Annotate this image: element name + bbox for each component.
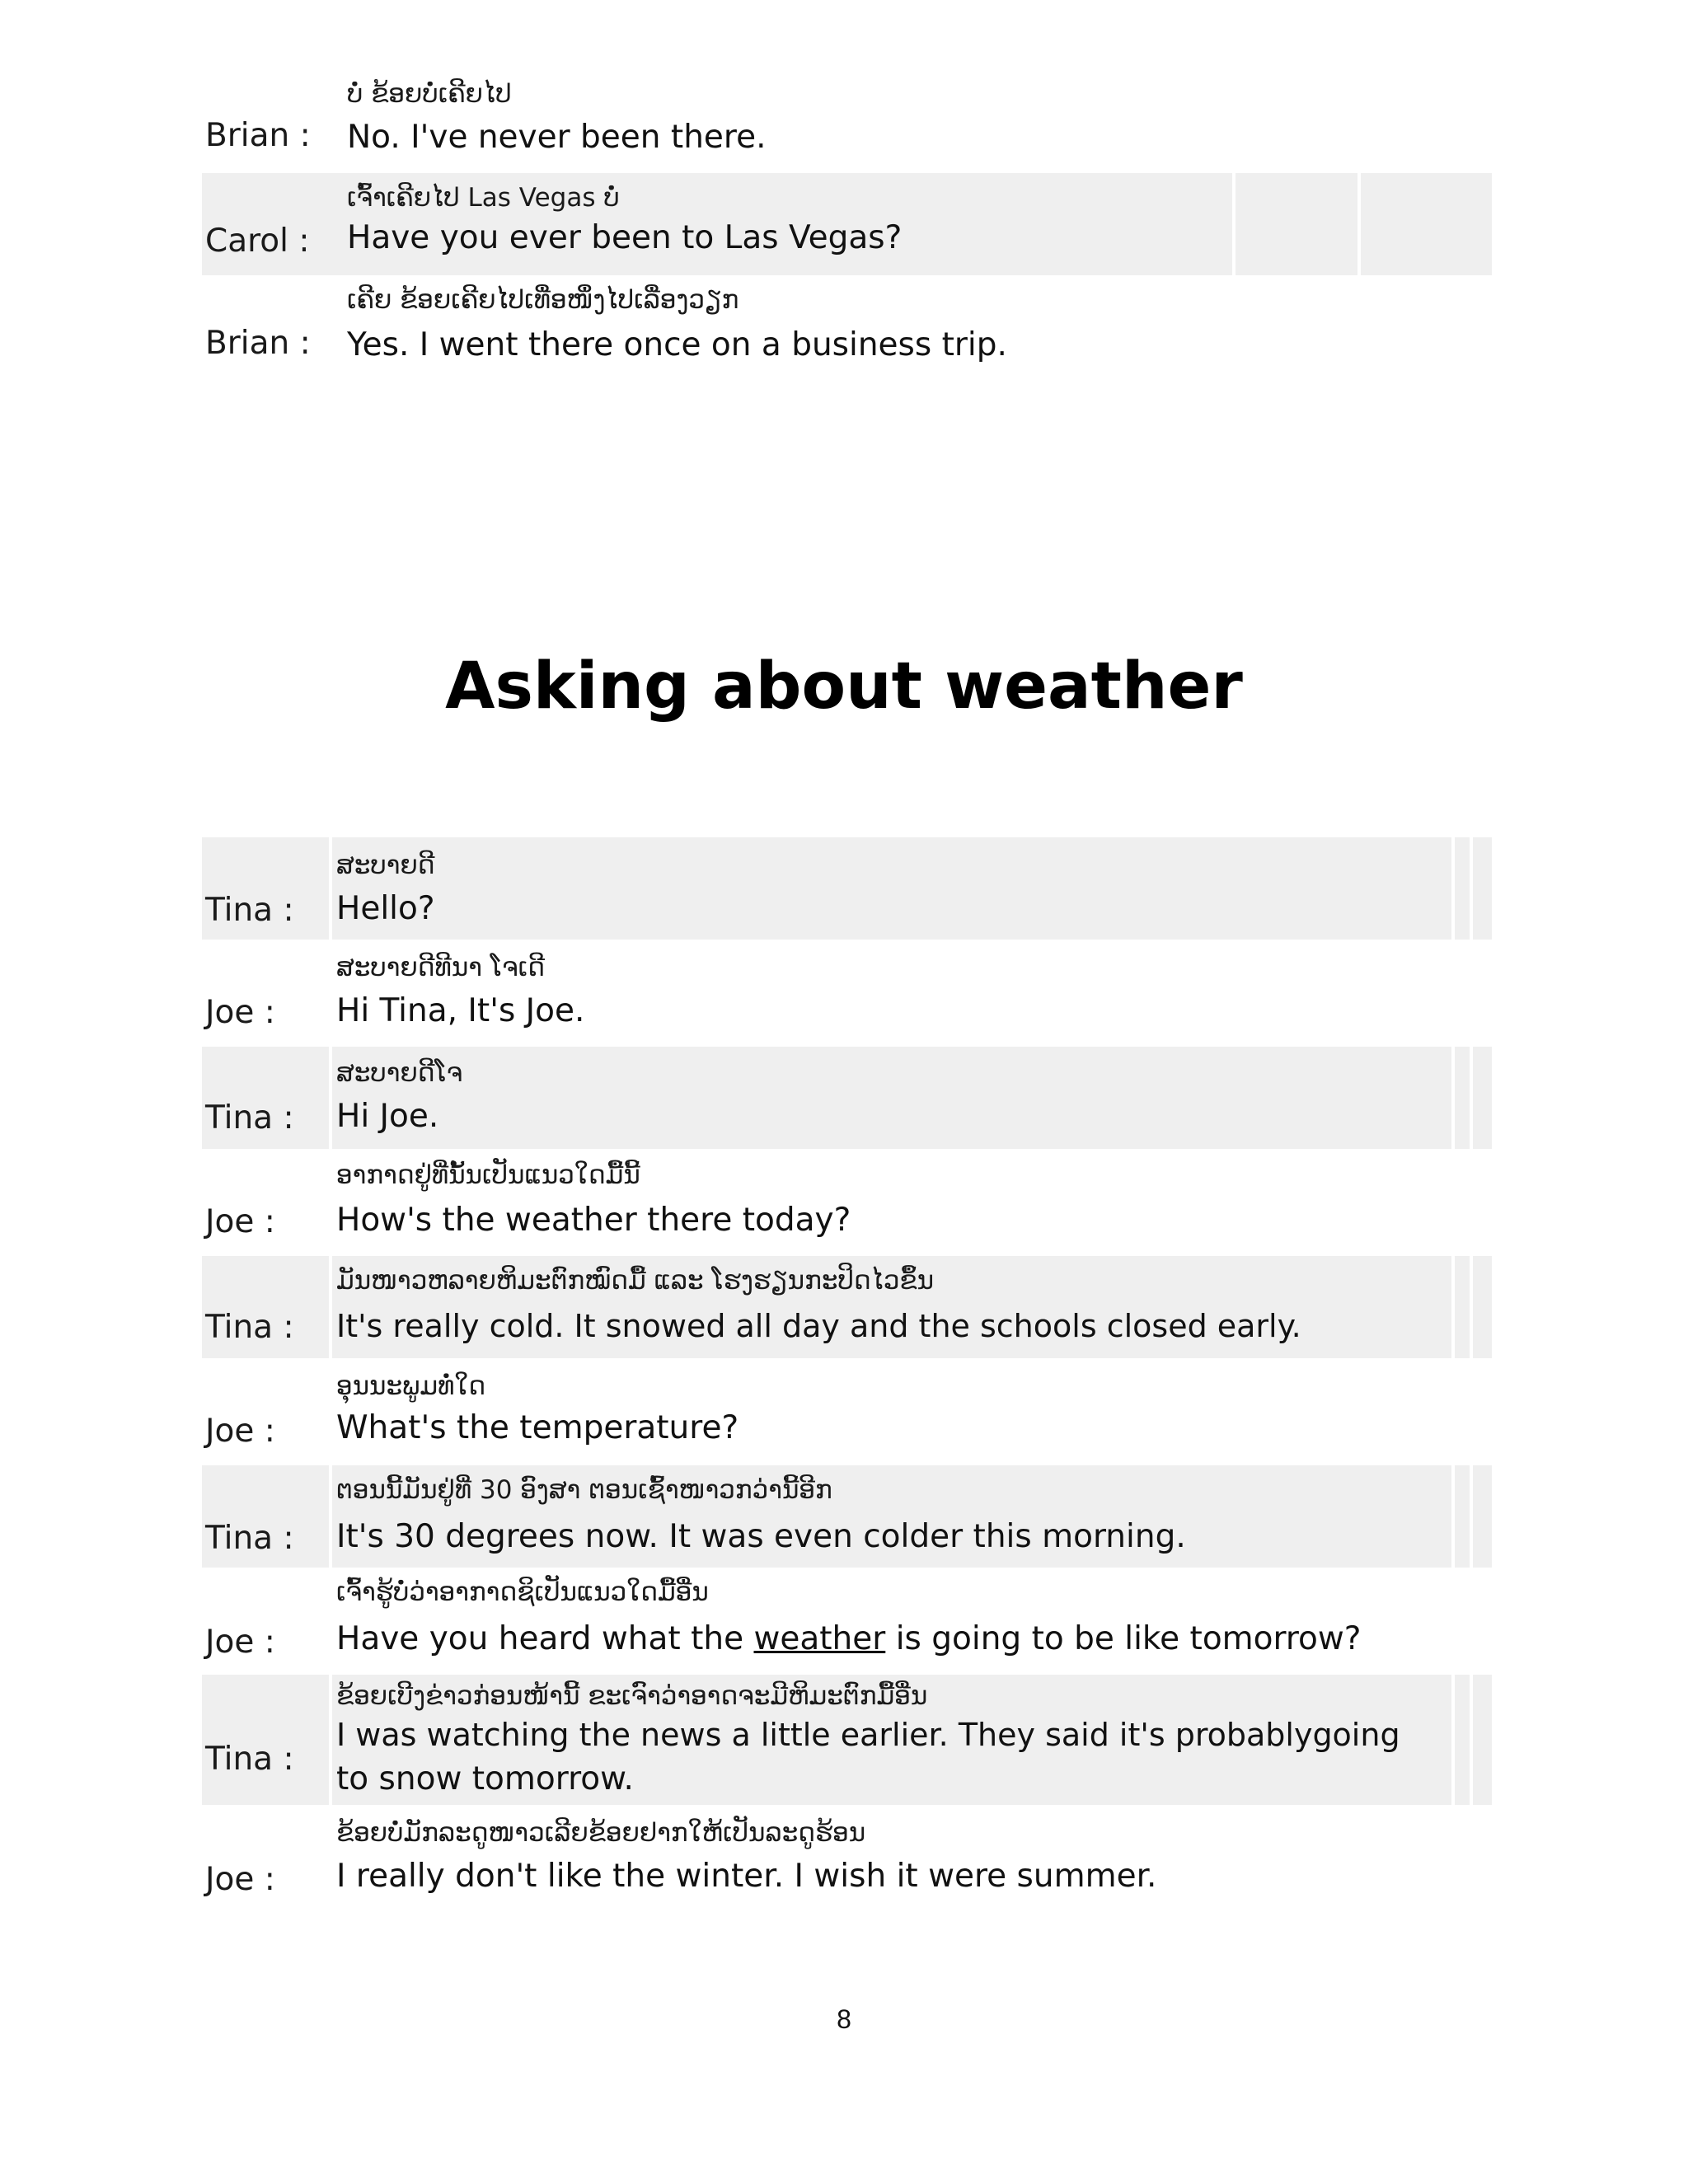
page-number: 8 xyxy=(837,2004,851,2034)
dialog-row xyxy=(202,1568,1492,1675)
english-line: to snow tomorrow. xyxy=(336,1760,634,1797)
english-line: What's the temperature? xyxy=(336,1409,739,1446)
speaker-label: Tina : xyxy=(205,1741,294,1778)
speaker-label: Carol : xyxy=(205,223,310,260)
dialog-row xyxy=(202,1358,1492,1465)
dialog-row xyxy=(202,940,1492,1047)
weather-dialog xyxy=(202,837,1492,1912)
lao-line: ມັນໜາວຫລາຍຫິມະຕົກໝົດມື້ ແລະ ໂຮງຮຽນກະປິດໄວຂຶ້ນ xyxy=(336,1266,935,1296)
english-line: Hi Joe. xyxy=(336,1098,439,1135)
speaker-label: Tina : xyxy=(205,1309,294,1346)
lao-line: ອຸນນະພູມທໍ່ໃດ xyxy=(336,1371,486,1401)
lao-line: ຂ້ອຍເບີງຂ່າວກ່ອນໜ້ານີ້ ຂະເຈົາວ່າອາດຈະມີຫິມະຕົກມື້ອື່ນ xyxy=(336,1681,928,1711)
lao-line: ສະບາຍດີທີນາ ໂຈເດີ xyxy=(336,953,545,982)
speaker-label: Tina : xyxy=(205,1099,294,1137)
lao-line: ເຈົ້າຮູ້ບໍ່ວ່າອາກາດຊິເປັນແນວໃດມື້ອື່ນ xyxy=(336,1577,709,1607)
speaker-label: Brian : xyxy=(205,117,311,154)
top-dialog xyxy=(202,73,1492,382)
dialog-row xyxy=(202,73,1492,171)
dialog-row xyxy=(202,1465,1492,1568)
dialog-row xyxy=(202,837,1492,940)
dialog-row xyxy=(202,1675,1492,1805)
english-line: How's the weather there today? xyxy=(336,1202,851,1239)
underlined-word: weather xyxy=(753,1620,886,1657)
speaker-label: Joe : xyxy=(205,1624,275,1661)
dialog-row xyxy=(202,173,1492,275)
english-text: is going to be like tomorrow? xyxy=(885,1620,1362,1657)
lao-line: ເຈົ້າເຄີຍໄປ Las Vegas ບໍ່ xyxy=(347,183,620,213)
speaker-label: Joe : xyxy=(205,994,275,1031)
english-line: Hi Tina, It's Joe. xyxy=(336,992,585,1029)
english-line: It's really cold. It snowed all day and the schools closed early. xyxy=(336,1308,1301,1344)
english-line: It's 30 degrees now. It was even colder this morning. xyxy=(336,1518,1186,1555)
speaker-label: Joe : xyxy=(205,1413,275,1450)
section-heading: Asking about weather xyxy=(445,649,1243,724)
english-line: I really don't like the winter. I wish it were summer. xyxy=(336,1858,1157,1895)
lao-line: ຂ້ອຍບໍ່ມັກລະດູໜາວເລີຍຂ້ອຍຢາກໃຫ້ເປັນລະດູຮ້ອນ xyxy=(336,1818,866,1848)
lao-line: ຕອນນີ້ມັນຢູ່ທີ່ 30 ອົງສາ ຕອນເຊົ້າໜາວກວ່ານີ້ອີກ xyxy=(336,1475,832,1505)
english-line: Hello? xyxy=(336,890,435,927)
speaker-label: Joe : xyxy=(205,1203,275,1240)
english-text: Have you heard what the xyxy=(336,1620,754,1657)
dialog-row xyxy=(202,1256,1492,1358)
dialog-row xyxy=(202,1149,1492,1256)
english-line: I was watching the news a little earlier. They said it's probablygoing xyxy=(336,1717,1400,1753)
english-line: Have you ever been to Las Vegas? xyxy=(347,219,903,256)
english-line: Yes. I went there once on a business trip. xyxy=(347,326,1007,363)
english-line xyxy=(336,1617,1362,1661)
lao-line: ສະບາຍດີ xyxy=(336,851,435,880)
dialog-row xyxy=(202,275,1492,382)
english-line: No. I've never been there. xyxy=(347,119,767,156)
lao-line: ສະບາຍດີໂຈ xyxy=(336,1058,463,1088)
lao-line: ບໍ່ ຂ້ອຍບໍ່ເຄີຍໄປ xyxy=(347,79,512,109)
speaker-label: Joe : xyxy=(205,1861,275,1898)
speaker-label: Tina : xyxy=(205,1520,294,1557)
lao-line: ເຄີຍ ຂ້ອຍເຄີຍໄປເທື່ອໜຶ່ງໄປເລື່ອງວຽກ xyxy=(347,285,739,315)
dialog-row xyxy=(202,1805,1492,1912)
speaker-label: Brian : xyxy=(205,325,311,362)
speaker-label: Tina : xyxy=(205,892,294,929)
dialog-row xyxy=(202,1047,1492,1149)
lao-line: ອາກາດຢູ່ທີ່ນັ້ນເປັນແນວໃດມື້ນີ້ xyxy=(336,1160,640,1190)
